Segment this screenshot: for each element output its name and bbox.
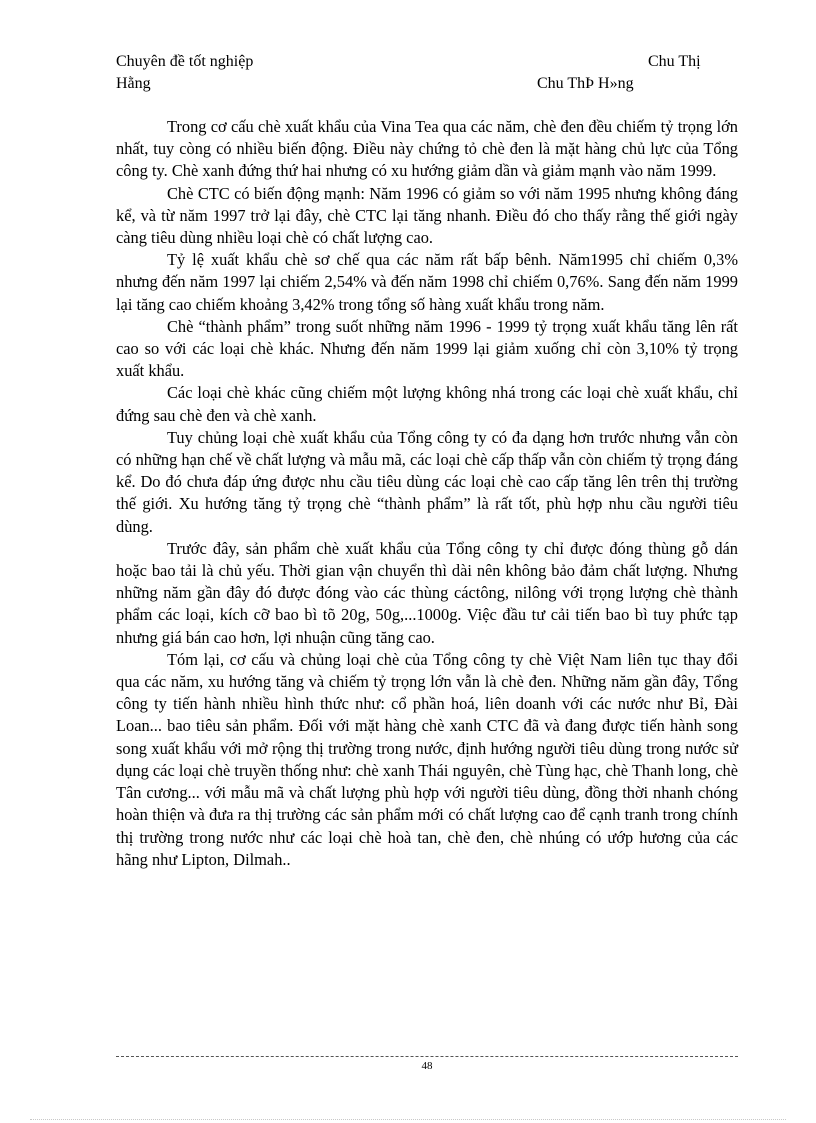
page-bottom-divider — [30, 1119, 786, 1120]
header-author-given-name: Chu Thị — [648, 53, 701, 70]
paragraph: Trong cơ cấu chè xuất khẩu của Vina Tea qua các năm, chè đen đều chiếm tỷ trọng lớn nhất, tuy còng có nhiều biến động. Điều này chứng tỏ chè đen là mặt hàng chủ lực của Tổng công ty. Chè xanh đứng thứ hai nhưng có xu hướng giảm dần và giảm mạnh vào năm 1999. — [116, 117, 738, 181]
paragraph: Trước đây, sản phẩm chè xuất khẩu của Tổng công ty chỉ được đóng thùng gỗ dán hoặc bao tải là chủ yếu. Thời gian vận chuyển thì dài nên không bảo đảm chất lượng. Nhưng những năm gần đây đó được đóng vào các thùng cáctông, nilông với trọng lượng chè thành phẩm các loại, kích cỡ bao bì tõ 20g, 50g,...1000g. Việc đầu tư cải tiến bao bì tuy phức tạp nhưng giá bán cao hơn, lợi nhuận cũng tăng cao. — [116, 538, 738, 647]
page-number: 48 — [421, 1060, 433, 1072]
document-body — [116, 116, 738, 871]
paragraph: Chè “thành phẩm” trong suốt những năm 1996 - 1999 tỷ trọng xuất khẩu tăng lên rất cao so với các loại chè khác. Nhưng đến năm 1999 lại giảm xuống chỉ còn 3,10% tỷ trọng xuất khẩu. — [116, 316, 738, 381]
header-title: Chuyên đề tốt nghiệp — [116, 53, 254, 70]
footer-divider — [116, 1056, 738, 1057]
paragraph: Tỷ lệ xuất khẩu chè sơ chế qua các năm rất bấp bênh. Năm1995 chỉ chiếm 0,3% nhưng đến năm 1997 lại chiếm 2,54% và đến năm 1998 chỉ chiếm 0,76%. Sang đến năm 1999 lại tăng cao chiếm khoảng 3,42% trong tổng số hàng xuất khẩu trong năm. — [116, 250, 738, 314]
paragraph: Tóm lại, cơ cấu và chủng loại chè của Tổng công ty chè Việt Nam liên tục thay đổi qua các năm, xu hướng tăng và chiếm tỷ trọng lớn vẫn là chè đen. Những năm gần đây, Tổng công ty tiến hành nhiều hình thức như: cổ phần hoá, liên doanh với các nước như Bỉ, Đài Loan... bao tiêu sản phẩm. Đối với mặt hàng chè xanh CTC đã và đang được tiến hành song song xuất khẩu với mở rộng thị trường trong nước, định hướng người tiêu dùng trong nước sử dụng các loại chè truyền thống như: chè xanh Thái nguyên, chè Tùng hạc, chè Thanh long, chè Tân cương... với mẫu mã và chất lượng phù hợp với người tiêu dùng, đồng thời nhanh chóng hoàn thiện và đưa ra thị trường các sản phẩm mới có chất lượng cao để cạnh tranh trong chính thị trường trong nước như các loại chè hoà tan, chè đen, chè nhúng có ướp hương của các hãng như Lipton, Dilmah.. — [116, 649, 738, 869]
paragraph: Chè CTC có biến động mạnh: Năm 1996 có giảm so với năm 1995 nhưng không đáng kể, và từ năm 1997 trở lại đây, chè CTC lại tăng nhanh. Điều đó cho thấy rằng thế giới ngày càng tiêu dùng nhiều loại chè có chất lượng cao. — [116, 183, 738, 248]
paragraph: Các loại chè khác cũng chiếm một lượng không nhá trong các loại chè xuất khẩu, chỉ đứng sau chè đen và chè xanh. — [116, 383, 738, 425]
paragraph: Tuy chủng loại chè xuất khẩu của Tổng công ty có đa dạng hơn trước nhưng vẫn còn có những hạn chế về chất lượng và mẫu mã, các loại chè cấp thấp vẫn còn chiếm tỷ trọng đáng kể. Do đó chưa đáp ứng được nhu cầu tiêu dùng các loại chè cao cấp tăng lên trên thị trường thế giới. Xu hướng tăng tỷ trọng chè “thành phẩm” là rất tốt, phù hợp nhu cầu người tiêu dùng. — [116, 427, 738, 536]
header-author-name-encoded: Chu ThÞ H»ng — [537, 75, 634, 92]
header-author-name-continued: Hằng — [116, 75, 151, 92]
